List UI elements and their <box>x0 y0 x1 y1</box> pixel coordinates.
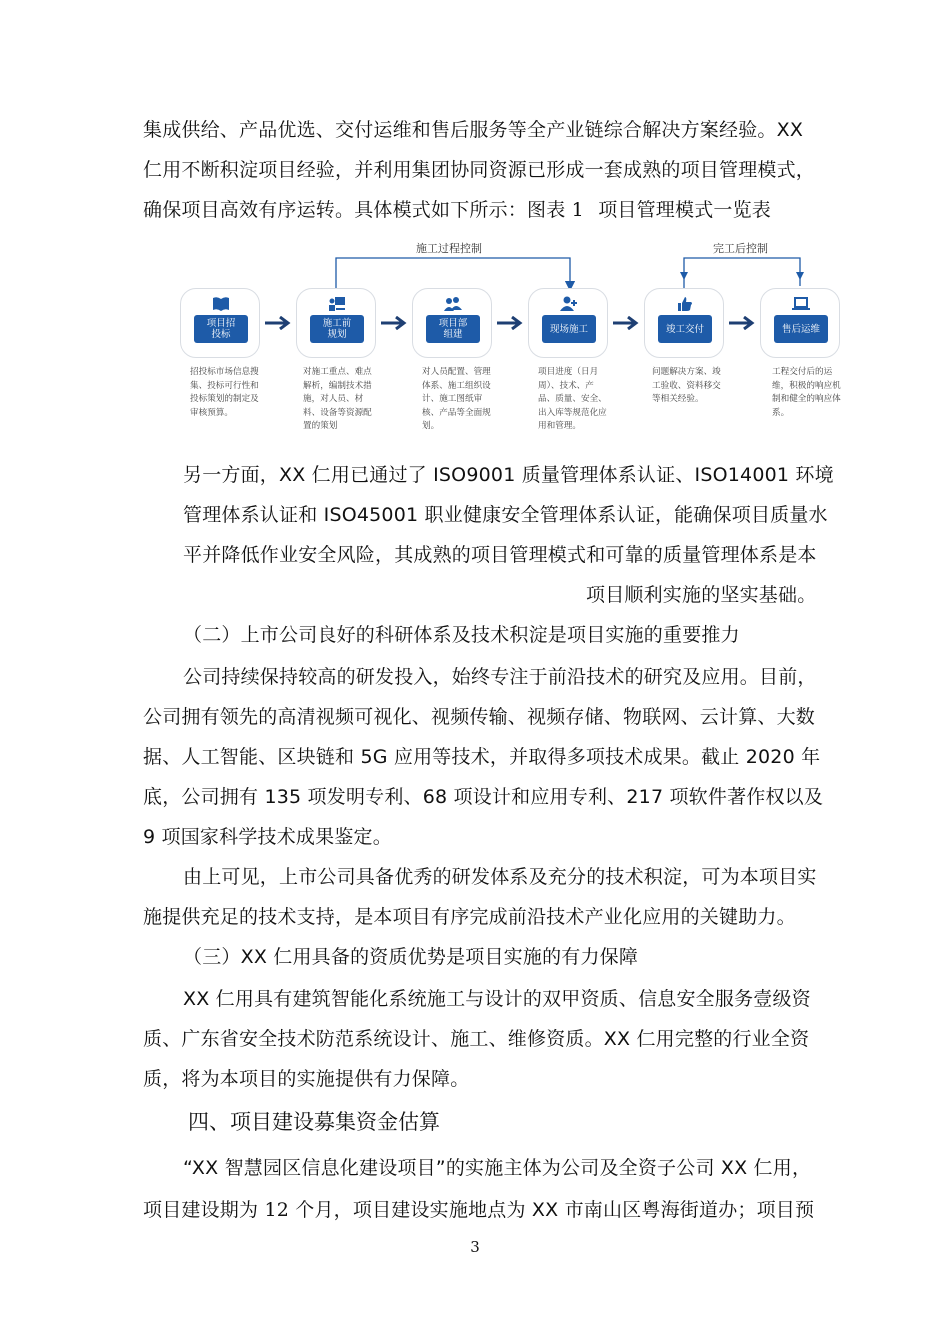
text-line: 施提供充足的技术支持，是本项目有序完成前沿技术产业化应用的关键助力。 <box>143 906 796 928</box>
page-number: 3 <box>470 1238 480 1256</box>
stage-label: 现场施工 <box>542 315 596 343</box>
text-fragment: 个月，项目建设实施地点为 XX 市南山区粤海街道办；项目预 <box>295 1199 815 1221</box>
text-line: 项目顺利实施的坚实基础。 <box>586 584 817 606</box>
section-heading: （三）XX 仁用具备的资质优势是项目实施的有力保障 <box>183 946 639 968</box>
caption-prefix: 确保项目高效有序运转。具体模式如下所示：图表 <box>143 199 566 221</box>
stage-label: 竣工交付 <box>658 315 712 343</box>
arrow-right-icon <box>264 316 292 330</box>
text-line: 质、广东省安全技术防范系统设计、施工、维修资质。XX 仁用完整的行业全资 <box>143 1028 810 1050</box>
stage-planning <box>296 288 376 358</box>
stage-description: 对施工重点、难点解析，编制技术措施，对人员、材料、设备等资源配置的策划 <box>303 367 372 431</box>
post-completion-control-label: 完工后控制 <box>713 242 768 255</box>
text-line: 底，公司拥有 135 项发明专利、68 项设计和应用专利、217 项软件著作权以及 <box>143 786 824 808</box>
text-line: 仁用不断积淀项目经验，并利用集团协同资源已形成一套成熟的项目管理模式， <box>143 159 816 181</box>
team-icon <box>444 296 462 312</box>
process-control-label: 施工过程控制 <box>416 242 482 255</box>
text-line: 另一方面，XX 仁用已通过了 ISO9001 质量管理体系认证、ISO14001 环境 <box>183 464 834 486</box>
laptop-icon <box>792 296 810 312</box>
stage-team-setup <box>412 288 492 358</box>
text-line: “XX 智慧园区信息化建设项目”的实施主体为公司及全资子公司 XX 仁用， <box>183 1157 812 1179</box>
project-management-diagram <box>178 236 846 442</box>
thumbs-up-icon <box>676 296 694 312</box>
arrow-right-icon <box>728 316 756 330</box>
stage-delivery <box>644 288 724 358</box>
stage-description: 项目进度（日月周）、技术、产品、质量、安全、出入库等规范化应用和管理。 <box>538 367 607 431</box>
stage-description: 招投标市场信息搜集、投标可行性和投标策划的制定及审核预算。 <box>190 367 259 418</box>
text-line: 质，将为本项目的实施提供有力保障。 <box>143 1068 470 1090</box>
section-heading: （二）上市公司良好的科研体系及技术积淀是项目实施的重要推力 <box>183 624 740 646</box>
text-fragment: 项目建设期为 <box>143 1199 259 1221</box>
text-line <box>143 1190 814 1230</box>
stage-label: 项目招 投标 <box>194 315 248 343</box>
figure-number: 1 <box>571 199 584 221</box>
text-line: 据、人工智能、区块链和 5G 应用等技术，并取得多项技术成果。截止 2020 年 <box>143 746 821 768</box>
stage-construction <box>528 288 608 358</box>
text-line: 管理体系认证和 ISO45001 职业健康安全管理体系认证，能确保项目质量水 <box>183 504 828 526</box>
arrow-right-icon <box>380 316 408 330</box>
text-line: 由上可见，上市公司具备优秀的研发体系及充分的技术积淀，可为本项目实 <box>183 866 817 888</box>
process-control-line <box>336 258 570 288</box>
stage-description: 工程交付后的运维，积极的响应机制和健全的响应体系。 <box>772 367 841 418</box>
stage-label: 施工前 规划 <box>310 315 364 343</box>
stage-label: 项目部 组建 <box>426 315 480 343</box>
text-line: 平并降低作业安全风险，其成熟的项目管理模式和可靠的质量管理体系是本 <box>183 544 817 566</box>
stage-bidding <box>180 288 260 358</box>
duration-number: 12 <box>264 1199 290 1221</box>
figure-title: 项目管理模式一览表 <box>598 199 772 221</box>
stage-label: 售后运维 <box>774 315 828 343</box>
text-line-figure-caption <box>143 190 771 230</box>
stage-description: 问题解决方案、竣工验收、资料移交等相关经验。 <box>652 367 721 404</box>
chapter-heading: 四、项目建设募集资金估算 <box>188 1110 440 1134</box>
text-line: 集成供给、产品优选、交付运维和售后服务等全产业链综合解决方案经验。XX <box>143 119 804 141</box>
arrow-right-icon <box>612 316 640 330</box>
book-icon <box>212 296 230 312</box>
arrow-right-icon <box>496 316 524 330</box>
text-line: 公司持续保持较高的研发投入，始终专注于前沿技术的研究及应用。目前， <box>183 666 817 688</box>
presentation-icon <box>328 296 346 312</box>
stage-after-sales <box>760 288 840 358</box>
text-line: XX 仁用具有建筑智能化系统施工与设计的双甲资质、信息安全服务壹级资 <box>183 988 811 1010</box>
user-add-icon <box>560 296 578 312</box>
post-completion-control-line <box>684 258 800 288</box>
text-line: 9 项国家科学技术成果鉴定。 <box>143 826 392 848</box>
stage-description: 对人员配置、管理体系、施工组织设计、施工图纸审核、产品等全面规划。 <box>422 367 491 431</box>
text-line: 公司拥有领先的高清视频可视化、视频传输、视频存储、物联网、云计算、大数 <box>143 706 816 728</box>
